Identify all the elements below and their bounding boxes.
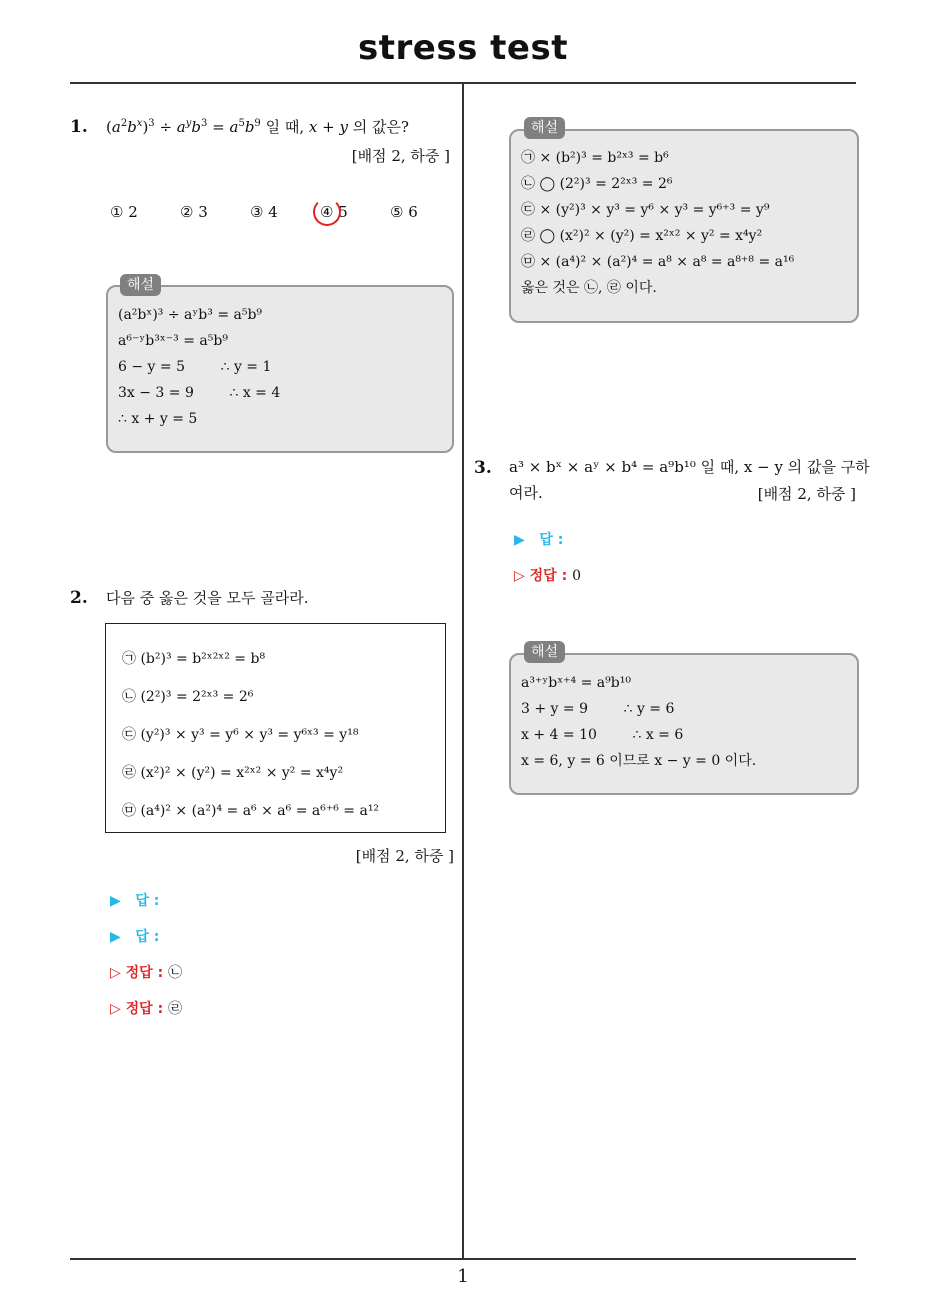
outline-triangle-icon: ▷ bbox=[514, 568, 525, 584]
selected-choice-mark bbox=[313, 198, 341, 226]
outline-triangle-icon: ▷ bbox=[110, 965, 121, 981]
q2-item-3: ㉢ (y²)³ × y³ = y⁶ × y³ = y⁶ˣ³ = y¹⁸ bbox=[122, 727, 359, 743]
q1-choice-1[interactable]: ① 2 bbox=[110, 203, 138, 221]
q2-explanation-tag: 해설 bbox=[524, 117, 565, 139]
q2-explanation-line: ㉣ ◯ (x²)² × (y²) = x²ˣ² × y² = x⁴y² bbox=[521, 228, 763, 244]
q2-text: 다음 중 옳은 것을 모두 골라라. bbox=[106, 589, 309, 607]
q1-explanation-line: a⁶⁻ʸb³ˣ⁻³ = a⁵b⁹ bbox=[118, 333, 228, 349]
q2-explanation-line: ㉡ ◯ (2²)³ = 2²ˣ³ = 2⁶ bbox=[521, 176, 673, 192]
q2-item-5: ㉤ (a⁴)² × (a²)⁴ = a⁶ × a⁶ = a⁶⁺⁶ = a¹² bbox=[122, 803, 380, 819]
q2-item-4: ㉣ (x²)² × (y²) = x²ˣ² × y² = x⁴y² bbox=[122, 765, 344, 781]
q2-explanation bbox=[521, 145, 794, 301]
q2-explanation-line: ㉤ × (a⁴)² × (a²)⁴ = a⁸ × a⁸ = a⁸⁺⁸ = a¹⁶ bbox=[521, 254, 795, 270]
q1-choice-5[interactable]: ⑤ 6 bbox=[390, 203, 418, 221]
q2-correct-answer: ㉡ bbox=[168, 965, 183, 981]
q1-explanation-tag: 해설 bbox=[120, 274, 161, 296]
page-number: 1 bbox=[457, 1266, 469, 1287]
q2-answer-label: 답 : bbox=[135, 893, 160, 909]
q3-text-line-1: a³ × bˣ × aʸ × b⁴ = a⁹b¹⁰ 일 때, x − y 의 값을 구하 bbox=[509, 458, 870, 476]
q3-correct-row bbox=[514, 565, 581, 585]
q1-explanation-line: 3x − 3 = 9 ∴ x = 4 bbox=[118, 385, 281, 401]
q2-explanation-line: ㉢ × (y²)³ × y³ = y⁶ × y³ = y⁶⁺³ = y⁹ bbox=[521, 202, 770, 218]
q1-number: 1. bbox=[70, 117, 88, 137]
q3-answer-label: 답 : bbox=[539, 532, 564, 548]
q3-explanation-line: x = 6, y = 6 이므로 x − y = 0 이다. bbox=[521, 753, 757, 769]
q2-number: 2. bbox=[70, 588, 88, 608]
q2-explanation-line: 옳은 것은 ㉡, ㉣ 이다. bbox=[521, 280, 657, 296]
q3-correct-label: 정답 : bbox=[529, 568, 568, 584]
play-triangle-icon: ▶ bbox=[110, 893, 121, 909]
q2-item-2: ㉡ (2²)³ = 2²ˣ³ = 2⁶ bbox=[122, 689, 254, 705]
outline-triangle-icon: ▷ bbox=[110, 1001, 121, 1017]
q2-correct-label: 정답 : bbox=[125, 965, 164, 981]
q2-explanation-line: ㉠ × (b²)³ = b²ˣ³ = b⁶ bbox=[521, 150, 669, 166]
q2-correct-answer: ㉣ bbox=[168, 1001, 183, 1017]
q3-explanation-line: a³⁺ʸbˣ⁺⁴ = a⁹b¹⁰ bbox=[521, 675, 631, 691]
page-title: stress test bbox=[358, 28, 568, 68]
q3-answer-row bbox=[514, 529, 563, 549]
q1-explanation-line: (a²bˣ)³ ÷ aʸb³ = a⁵b⁹ bbox=[118, 307, 263, 323]
q1-choice-3[interactable]: ③ 4 bbox=[250, 203, 278, 221]
q1-text: $(a^2b^x)^3 \div a^yb^3 = a^5b^9$ 일 때, x + y 의 값은? bbox=[106, 118, 409, 136]
q1-explanation bbox=[118, 302, 280, 432]
q3-text-line-2: 여라. bbox=[509, 484, 543, 502]
q3-score: [배점 2, 하중 ] bbox=[757, 485, 856, 503]
q2-item-1: ㉠ (b²)³ = b²ˣ²ˣ² = b⁸ bbox=[122, 651, 266, 667]
q3-correct-answer: 0 bbox=[572, 568, 581, 584]
q2-items-box bbox=[105, 623, 446, 833]
q1-choice-4[interactable]: ④ 5 bbox=[320, 203, 348, 221]
play-triangle-icon: ▶ bbox=[514, 532, 525, 548]
q3-explanation bbox=[521, 670, 756, 774]
q3-explanation-line: x + 4 = 10 ∴ x = 6 bbox=[521, 727, 684, 743]
q2-correct-row-2 bbox=[110, 998, 182, 1018]
q1-score: [배점 2, 하중 ] bbox=[351, 147, 450, 165]
q2-correct-label: 정답 : bbox=[125, 1001, 164, 1017]
q3-explanation-tag: 해설 bbox=[524, 641, 565, 663]
footer-rule bbox=[70, 1258, 856, 1260]
q3-explanation-line: 3 + y = 9 ∴ y = 6 bbox=[521, 701, 675, 717]
q1-choice-2[interactable]: ② 3 bbox=[180, 203, 208, 221]
q2-answer-label: 답 : bbox=[135, 929, 160, 945]
column-divider bbox=[462, 83, 464, 1259]
q2-answer-row-2 bbox=[110, 926, 159, 946]
q2-correct-row-1 bbox=[110, 962, 182, 982]
q2-score: [배점 2, 하중 ] bbox=[355, 847, 454, 865]
q3-number: 3. bbox=[474, 458, 492, 478]
play-triangle-icon: ▶ bbox=[110, 929, 121, 945]
q1-explanation-line: 6 − y = 5 ∴ y = 1 bbox=[118, 359, 272, 375]
q2-answer-row-1 bbox=[110, 890, 159, 910]
q1-explanation-line: ∴ x + y = 5 bbox=[118, 411, 198, 427]
